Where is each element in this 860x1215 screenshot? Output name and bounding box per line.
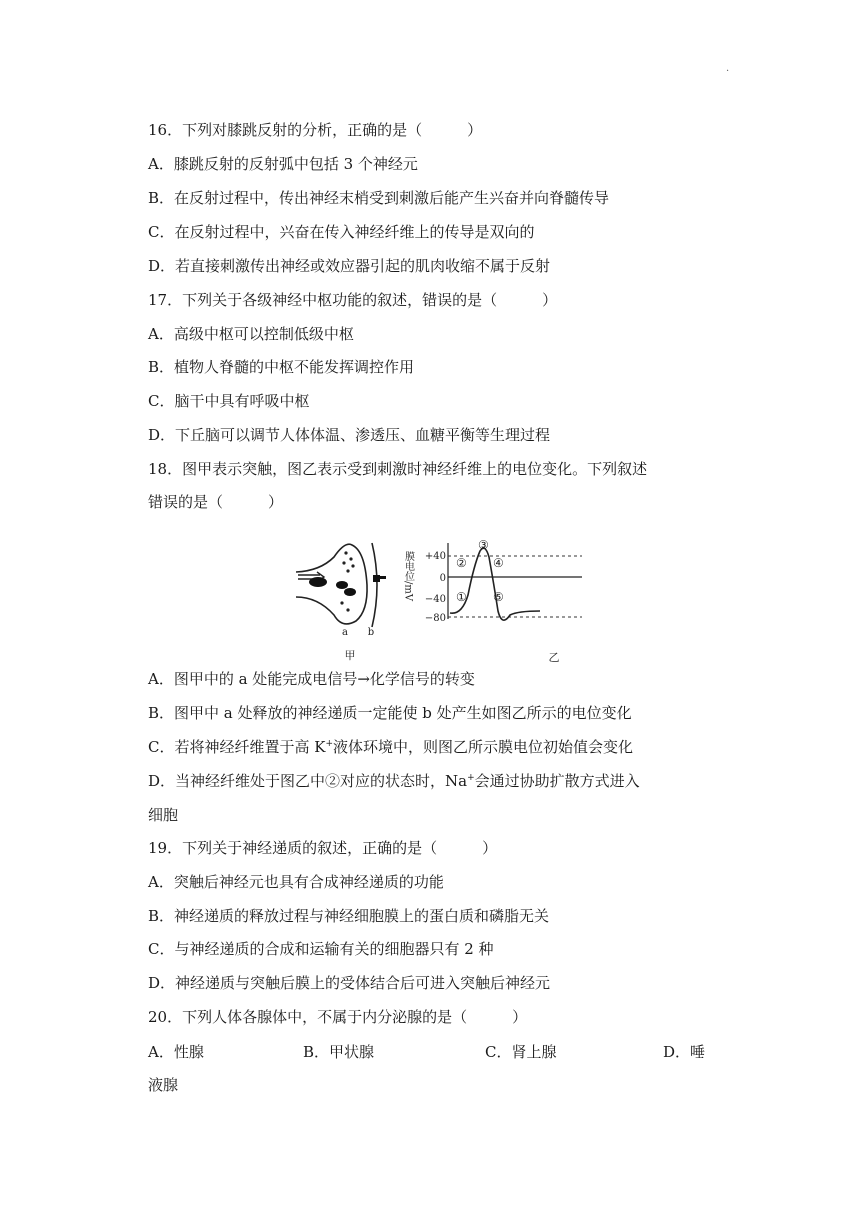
q18-option-a: A．图甲中的 a 处能完成电信号→化学信号的转变 [148, 670, 475, 688]
vesicle-dot [344, 551, 347, 554]
q20-stem: 20．下列人体各腺体中，不属于内分泌腺的是（ ） [148, 1008, 528, 1026]
q20-option-b: B．甲状腺 [303, 1043, 375, 1061]
vesicle-dot [340, 601, 343, 604]
q20-option-a: A．性腺 [148, 1043, 204, 1061]
vesicle-cluster [344, 588, 356, 596]
q17-option-c: C．脑干中具有呼吸中枢 [148, 392, 310, 410]
q16-option-a: A．膝跳反射的反射弧中包括 3 个神经元 [148, 155, 418, 173]
q19-option-d: D．神经递质与突触后膜上的受体结合后可进入突触后神经元 [148, 974, 551, 992]
q16-option-d: D．若直接刺激传出神经或效应器引起的肌肉收缩不属于反射 [148, 257, 551, 275]
q20-option-c: C．肾上腺 [485, 1043, 557, 1061]
label-b: b [367, 627, 375, 638]
q20-option-d-line2: 液腺 [148, 1076, 179, 1094]
q17-option-a: A．高级中枢可以控制低级中枢 [148, 325, 354, 343]
q18-option-b: B．图甲中 a 处释放的神经递质一定能使 b 处产生如图乙所示的电位变化 [148, 704, 632, 722]
q18-option-d-line2: 细胞 [148, 806, 179, 824]
membrane-potential-chart [403, 538, 583, 664]
q19-option-c: C．与神经递质的合成和运输有关的细胞器只有 2 种 [148, 940, 494, 958]
marker-4: ④ [493, 556, 504, 570]
label-jia: 甲 [344, 649, 356, 662]
q19-option-a: A．突触后神经元也具有合成神经递质的功能 [148, 873, 444, 891]
q19-option-b: B．神经递质的释放过程与神经细胞膜上的蛋白质和磷脂无关 [148, 907, 550, 925]
q17-option-d: D．下丘脑可以调节人体体温、渗透压、血糖平衡等生理过程 [148, 426, 551, 444]
q17-stem: 17．下列关于各级神经中枢功能的叙述，错误的是（ ） [148, 291, 558, 309]
q20-option-d: D．唾 [663, 1043, 706, 1061]
receptor [373, 575, 380, 582]
q18-option-c: C．若将神经纤维置于高 K+液体环境中，则图乙所示膜电位初始值会变化 [148, 738, 634, 756]
q18-stem-line1: 18．图甲表示突触，图乙表示受到刺激时神经纤维上的电位变化。下列叙述 [148, 460, 648, 478]
q17-option-b: B．植物人脊髓的中枢不能发挥调控作用 [148, 358, 415, 376]
q16-option-b: B．在反射过程中，传出神经末梢受到刺激后能产生兴奋并向脊髓传导 [148, 189, 610, 207]
q16-option-c: C．在反射过程中，兴奋在传入神经纤维上的传导是双向的 [148, 223, 535, 241]
postsynaptic-membrane [372, 543, 377, 627]
synapse-potential-figure [290, 535, 590, 665]
vesicle-dot [346, 569, 349, 572]
page-dot: · [726, 66, 730, 77]
vesicle-dot [346, 608, 349, 611]
q16-stem: 16．下列对膝跳反射的分析，正确的是（ ） [148, 121, 483, 139]
mitochondrion [309, 577, 327, 587]
label-a: a [342, 627, 348, 638]
tick-minus80: −80 [424, 613, 446, 624]
marker-2: ② [456, 556, 467, 570]
vesicle-cluster [336, 581, 348, 589]
q19-stem: 19．下列关于神经递质的叙述，正确的是（ ） [148, 839, 498, 857]
marker-5: ⑤ [493, 590, 504, 604]
q18-option-d: D．当神经纤维处于图乙中②对应的状态时，Na+会通过协助扩散方式进入 [148, 772, 640, 790]
vesicle-dot [342, 561, 345, 564]
synapse-diagram [296, 543, 386, 662]
q18-stem-line2: 错误的是（ ） [148, 493, 284, 511]
vesicle-dot [349, 557, 352, 560]
vesicle-dot [351, 564, 354, 567]
marker-1: ① [456, 590, 467, 604]
tick-zero: 0 [439, 573, 446, 584]
marker-3: ③ [478, 538, 489, 552]
presynaptic-terminal [296, 544, 367, 624]
label-yi: 乙 [548, 651, 560, 664]
receptor [380, 576, 386, 579]
q20-options-row [148, 1041, 713, 1061]
potential-axis-label: 膜电位/mV [402, 551, 414, 602]
tick-plus40: +40 [424, 551, 446, 562]
tick-minus40: −40 [424, 594, 446, 605]
